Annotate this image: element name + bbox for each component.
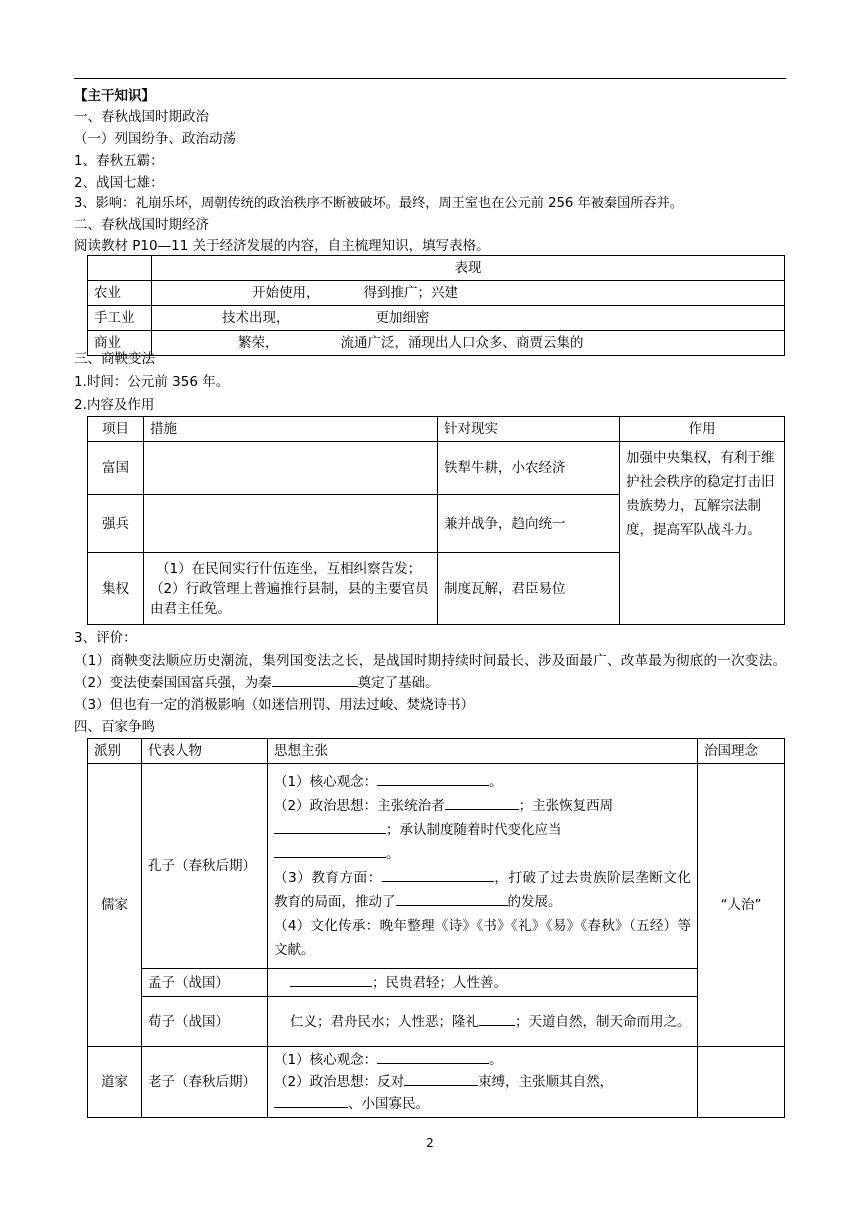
thought-laozi bbox=[268, 1047, 698, 1118]
col-header-measure: 措施 bbox=[144, 417, 438, 442]
kongzi-line6: （4）文化传承：晚年整理《诗》《书》《礼》《易》《春秋》（五经）等文献。 bbox=[274, 918, 691, 958]
col-header-school: 派别 bbox=[88, 739, 142, 764]
k1: （1）核心观念： bbox=[274, 774, 378, 790]
x2: ；天道自然，制天命而用之。 bbox=[515, 1014, 691, 1030]
col-header-thought: 思想主张 bbox=[268, 739, 698, 764]
reform-time: 1.时间：公元前 356 年。 bbox=[74, 374, 230, 390]
row-agriculture bbox=[152, 281, 785, 306]
agri-b: 得到推广；兴建 bbox=[363, 285, 458, 301]
item-influence: 3、影响：礼崩乐坏，周朝传统的政治秩序不断被破坏。最终，周王室也在公元前 256 年被秦国所吞并。 bbox=[74, 196, 684, 211]
cell-empty bbox=[88, 256, 152, 281]
kongzi-line2 bbox=[274, 794, 691, 818]
reality-rich: 铁犁牛耕，小农经济 bbox=[438, 442, 620, 495]
k3b: ，打破了过去贵族阶层垄断文化教育的局面，推动了 bbox=[274, 870, 692, 910]
l2a: （2）政治思想：反对 bbox=[274, 1074, 405, 1090]
craft-a: 技术出现， bbox=[222, 310, 290, 326]
measure-centralize-2: （2）行政管理上普遍推行县制，县的主要官员由君主任免。 bbox=[150, 580, 429, 617]
reform-table bbox=[87, 416, 785, 625]
section-title: 【主干知识】 bbox=[74, 88, 155, 104]
kongzi-line3 bbox=[274, 818, 691, 842]
measure-centralize-1: （1）在民间实行什伍连坐，互相纠察告发； bbox=[156, 560, 422, 577]
craft-b: 更加细密 bbox=[375, 310, 430, 326]
thought-mengzi bbox=[268, 969, 698, 997]
agri-a: 开始使用， bbox=[252, 285, 320, 301]
thought-xunzi bbox=[268, 997, 698, 1047]
item-five-hegemons: 1、春秋五霸： bbox=[74, 153, 164, 169]
row-label-agriculture: 农业 bbox=[88, 281, 152, 306]
l2c: 、小国寡民。 bbox=[348, 1096, 429, 1112]
blank-k1 bbox=[377, 771, 489, 786]
person-kongzi: 孔子（春秋后期） bbox=[142, 764, 268, 969]
row-handicraft bbox=[152, 306, 785, 331]
l1: （1）核心观念： bbox=[274, 1052, 378, 1068]
blank-l2b bbox=[274, 1093, 348, 1108]
x1: 仁义；君舟民水；人性恶；隆礼 bbox=[290, 1014, 479, 1030]
laozi-line1: （1）核心观念： 。 bbox=[274, 1049, 691, 1071]
page-number: 2 bbox=[426, 1136, 434, 1150]
eval-negative: （3）但也有一定的消极影响（如迷信刑罚、用法过峻、焚烧诗书） bbox=[74, 697, 475, 713]
reality-army: 兼并战争，趋向统一 bbox=[438, 495, 620, 553]
effect-text: 加强中央集权，有利于维护社会秩序的稳定打击旧贵族势力，瓦解宗法制度，提高军队战斗力。 bbox=[626, 450, 775, 538]
row-commerce bbox=[152, 331, 785, 356]
k3a: （3）教育方面： bbox=[274, 870, 382, 886]
blank-x1 bbox=[479, 1011, 515, 1026]
economy-table bbox=[87, 255, 785, 356]
kongzi-line1: （1）核心观念： 。 bbox=[274, 770, 691, 794]
row-label-commerce: 商业 bbox=[88, 331, 152, 356]
kongzi-line5 bbox=[274, 866, 691, 914]
kongzi-line4: 。 bbox=[274, 842, 691, 866]
heading-economy: 二、春秋战国时期经济 bbox=[74, 217, 209, 233]
blank-l2a bbox=[404, 1071, 478, 1086]
m1: ；民贵君轻；人性善。 bbox=[372, 975, 507, 991]
eval-paragraph bbox=[74, 650, 786, 694]
l2b: 束缚，主张顺其自然， bbox=[478, 1074, 614, 1090]
row-label-rich: 富国 bbox=[88, 442, 144, 495]
thought-kongzi bbox=[268, 764, 698, 969]
col-header-effect: 作用 bbox=[620, 417, 785, 442]
person-xunzi: 荀子（战国） bbox=[142, 997, 268, 1047]
blank-k2c bbox=[274, 843, 386, 858]
blank-l1 bbox=[377, 1049, 489, 1064]
heading-hundred-schools: 四、百家争鸣 bbox=[74, 719, 155, 735]
col-header-item: 项目 bbox=[88, 417, 144, 442]
reality-centralize: 制度瓦解，君臣易位 bbox=[438, 553, 620, 625]
header-rule bbox=[74, 78, 786, 79]
measure-rich bbox=[144, 442, 438, 495]
row-label-centralize: 集权 bbox=[88, 553, 144, 625]
eval-text: （1）商鞅变法顺应历史潮流，集列国变法之长，是战国时期持续时间最长、涉及面最广、改革最为彻底的一次变法。（2）变法使秦国国富兵强，为秦 bbox=[74, 653, 786, 691]
col-header-governance: 治国理念 bbox=[698, 739, 785, 764]
comm-a: 繁荣， bbox=[238, 335, 279, 351]
schools-table bbox=[87, 738, 785, 1118]
k3c: 的发展。 bbox=[507, 894, 562, 910]
person-mengzi: 孟子（战国） bbox=[142, 969, 268, 997]
comm-b: 流通广泛，涌现出人口众多、商贾云集的 bbox=[340, 335, 584, 351]
blank-k3a bbox=[382, 867, 494, 882]
col-header-performance: 表现 bbox=[152, 256, 785, 281]
reform-content-title: 2.内容及作用 bbox=[74, 397, 155, 413]
blank-m1 bbox=[290, 972, 372, 987]
governance-ru: “人治” bbox=[698, 764, 785, 1047]
measure-army bbox=[144, 495, 438, 553]
subheading-wars: （一）列国纷争、政治动荡 bbox=[74, 131, 236, 147]
item-seven-states: 2、战国七雄： bbox=[74, 175, 164, 191]
economy-intro: 阅读教材 P10—11 关于经济发展的内容，自主梳理知识，填写表格。 bbox=[74, 238, 490, 254]
k2c: ；承认制度随着时代变化应当 bbox=[386, 822, 562, 838]
k2a: （2）政治思想：主张统治者 bbox=[274, 798, 445, 814]
school-ru: 儒家 bbox=[88, 764, 142, 1047]
laozi-line2 bbox=[274, 1071, 691, 1093]
blank-k3b bbox=[396, 891, 508, 906]
governance-dao bbox=[698, 1047, 785, 1118]
effect-cell bbox=[620, 442, 785, 625]
heading-politics: 一、春秋战国时期政治 bbox=[74, 109, 209, 125]
eval-tail: 奠定了基础。 bbox=[357, 675, 439, 691]
row-label-army: 强兵 bbox=[88, 495, 144, 553]
measure-centralize bbox=[144, 553, 438, 625]
blank-k2a bbox=[445, 795, 519, 810]
blank-k2b bbox=[274, 819, 386, 834]
person-laozi: 老子（春秋后期） bbox=[142, 1047, 268, 1118]
laozi-line3 bbox=[274, 1093, 691, 1115]
k2b: ；主张恢复西周 bbox=[518, 798, 614, 814]
eval-title: 3、评价： bbox=[74, 630, 137, 646]
col-header-reality: 针对现实 bbox=[438, 417, 620, 442]
heading-shangyang: 三、商鞅变法 bbox=[74, 351, 155, 367]
row-label-handicraft: 手工业 bbox=[88, 306, 152, 331]
blank-eval bbox=[272, 672, 358, 687]
school-dao: 道家 bbox=[88, 1047, 142, 1118]
col-header-person: 代表人物 bbox=[142, 739, 268, 764]
